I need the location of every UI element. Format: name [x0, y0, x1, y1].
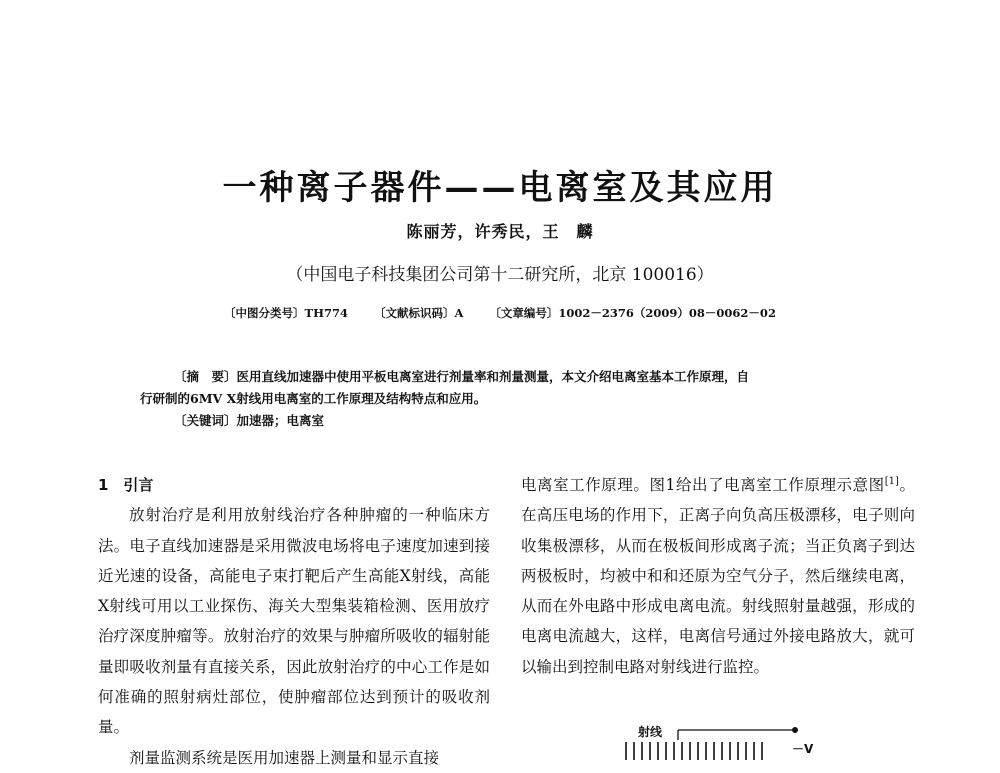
- keywords-value: 加速器；电离室: [236, 413, 325, 428]
- abstract-line-2: 行研制的6MV X射线用电离室的工作原理及结构特点和应用。: [140, 391, 487, 406]
- principle-text-part-2: 。在高压电场的作用下，正离子向负高压极漂移，电子则向收集极漂移，从而在极板间形成离子流；当正负离子到达两极板时，均被中和和还原为空气分子，然后继续电离，从而在外电路中形成电离电流。射线照射量越强，形成的电离电流越大，这样，电离信号通过外接电路放大，就可以输出到控制电路对射线进行监控。: [521, 476, 915, 676]
- authors: 陈丽芳，许秀民，王 麟: [406, 222, 594, 241]
- classification-line: [0, 305, 1000, 321]
- left-column: [98, 470, 490, 773]
- abstract-line-1: 医用直线加速器中使用平板电离室进行剂量率和剂量测量，本文介绍电离室基本工作原理，自: [236, 369, 750, 384]
- clc-value: TH774: [304, 306, 348, 320]
- article-no-label: 〔文章编号〕: [489, 306, 559, 320]
- terminal-dot: [792, 727, 798, 733]
- clc-label: 〔中图分类号〕: [224, 306, 305, 320]
- abstract-block: [140, 366, 860, 432]
- keywords-label: 〔关键词〕: [174, 413, 237, 428]
- doc-code-label: 〔文献标识码〕: [373, 306, 455, 320]
- affiliation: （中国电子科技集团公司第十二研究所，北京 100016）: [286, 265, 714, 285]
- right-column: [521, 470, 915, 682]
- doc-code-value: A: [454, 306, 464, 320]
- ion-chamber-figure: [620, 718, 820, 760]
- abstract-label: 〔摘 要〕: [174, 369, 237, 384]
- intro-paragraph-1: 放射治疗是利用放射线治疗各种肿瘤的一种临床方法。电子直线加速器是采用微波电场将电子速度加速到接近光速的设备，高能电子束打靶后产生高能X射线，高能X射线可用以工业探伤、海关大型集装箱检测、医用放疗治疗深度肿瘤等。放射治疗的效果与肿瘤所吸收的辐射能量即吸收剂量有直接关系，因此放射治疗的中心工作是如何准确的照射病灶部位，使肿瘤部位达到预计的吸收剂量。: [98, 506, 490, 737]
- section-heading-intro: 1 引言: [98, 476, 154, 494]
- voltage-label: －V: [792, 742, 814, 756]
- intro-paragraph-2: 剂量监测系统是医用加速器上测量和显示直接: [129, 748, 440, 767]
- principle-text-part-1: 电离室工作原理。图1给出了电离室工作原理示意图: [521, 476, 885, 494]
- ray-lines: [626, 742, 762, 760]
- article-no-value: 1002－2376（2009）08－0062－02: [558, 306, 776, 320]
- ion-chamber-diagram: [620, 718, 820, 760]
- ray-label: 射线: [638, 725, 663, 739]
- principle-paragraph: [521, 470, 915, 682]
- citation-1: [1]: [884, 475, 899, 487]
- paper-title: 一种离子器件——电离室及其应用: [222, 168, 778, 208]
